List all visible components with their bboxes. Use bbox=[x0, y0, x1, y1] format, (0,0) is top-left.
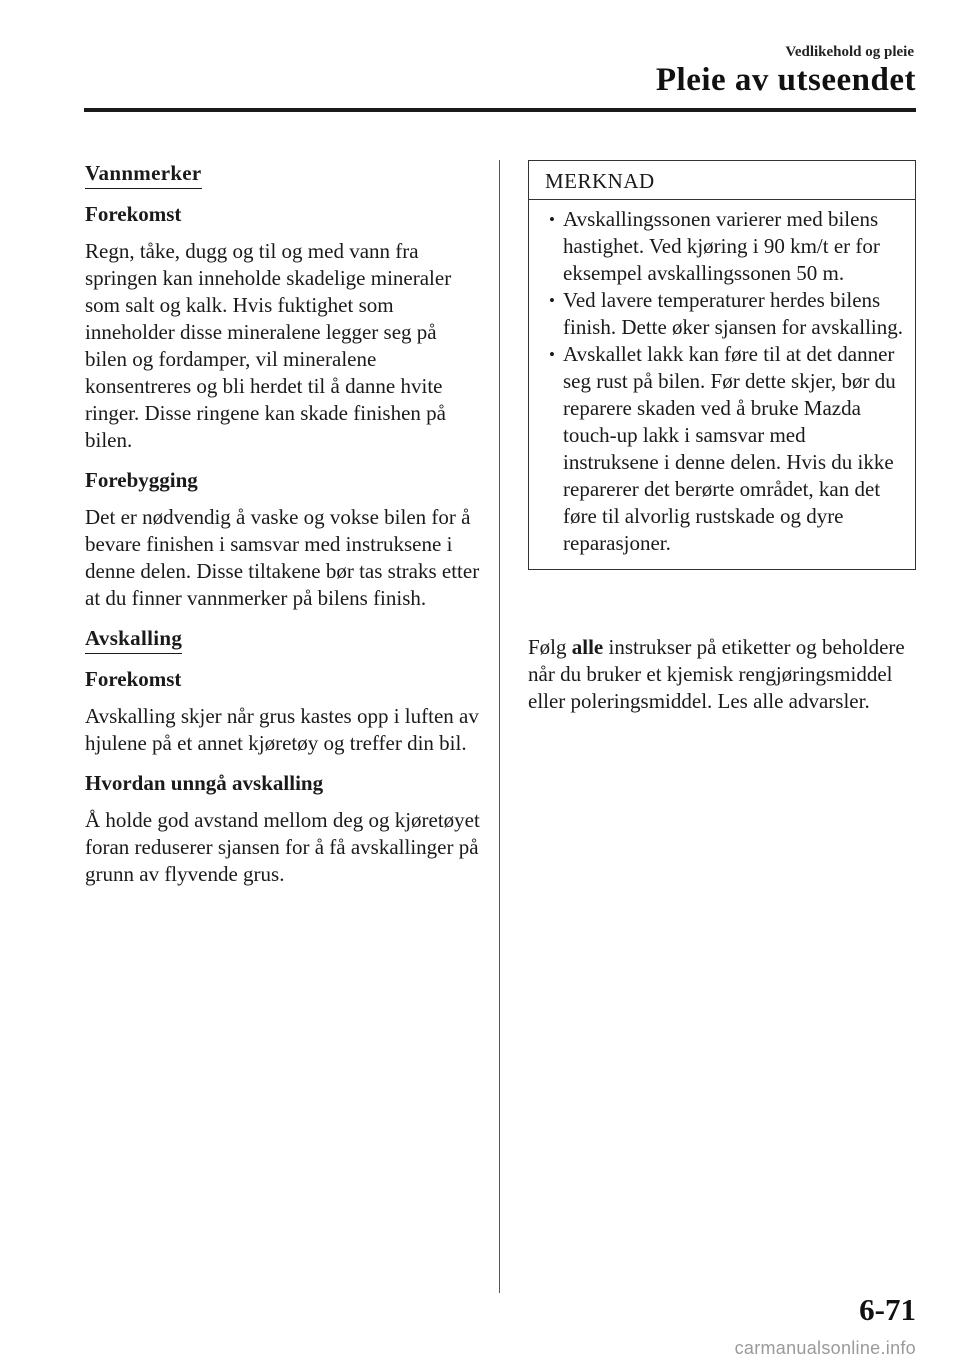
instruction-prefix: Følg bbox=[528, 635, 572, 659]
subheading-unnga-avskalling: Hvordan unngå avskalling bbox=[85, 771, 324, 795]
subheading-forekomst-1: Forekomst bbox=[85, 202, 182, 226]
page-number: 6-71 bbox=[859, 1292, 916, 1327]
paragraph-forebygging: Det er nødvendig å vaske og vokse bilen for å bevare finishen i samsvar med instruksene i denne delen. Disse tiltakene bør tas straks etter at du finner vannmerker på bilens finish. bbox=[85, 505, 480, 610]
paragraph-forekomst-1: Regn, tåke, dugg og til og med vann fra springen kan inneholde skadelige mineraler som salt og kalk. Hvis fuktighet som inneholder disse mineralene legger seg på bilen og fordamper, vil mineralene konsentreres og bli herdet til å danne hvite ringer. Disse ringene kan skade finishen på bilen. bbox=[85, 239, 452, 452]
subheading-forekomst-2: Forekomst bbox=[85, 667, 182, 691]
instruction-suffix: instrukser på etiketter og beholdere når du bruker et kjemisk rengjøringsmiddel eller poleringsmiddel. Les alle advarsler. bbox=[528, 635, 905, 713]
note-item-text: Avskallet lakk kan føre til at det danner seg rust på bilen. Før dette skjer, bør du reparere skaden ved å bruke Mazda touch-up lakk i samsvar med instruksene i denne delen. Hvis du ikke reparerer det berørte området, kan det føre til alvorlig rustskade og dyre reparasjoner. bbox=[563, 342, 896, 555]
bullet-icon: • bbox=[549, 291, 555, 310]
note-list bbox=[529, 200, 915, 569]
paragraph-forekomst-2: Avskalling skjer når grus kastes opp i luften av hjulene på et annet kjøretøy og treffer din bil. bbox=[85, 704, 479, 755]
bullet-icon: • bbox=[549, 210, 555, 229]
chemical-instruction bbox=[528, 634, 916, 715]
note-title: MERKNAD bbox=[529, 161, 915, 200]
instruction-emphasis: alle bbox=[571, 635, 604, 659]
right-column bbox=[528, 160, 916, 728]
chapter-subtitle: Vedlikehold og pleie bbox=[785, 44, 914, 60]
subheading-forebygging: Forebygging bbox=[85, 468, 198, 492]
note-item bbox=[549, 206, 905, 287]
bullet-icon: • bbox=[549, 345, 555, 364]
watermark: carmanualsonline.info bbox=[734, 1338, 916, 1358]
header-rule bbox=[84, 108, 916, 112]
left-column bbox=[85, 160, 481, 901]
column-divider bbox=[499, 160, 500, 1293]
note-item bbox=[549, 287, 905, 341]
heading-avskalling: Avskalling bbox=[85, 625, 182, 654]
note-item-text: Avskallingssonen varierer med bilens hastighet. Ved kjøring i 90 km/t er for eksempel avskallingssonen 50 m. bbox=[563, 207, 880, 285]
section-title: Pleie av utseendet bbox=[655, 62, 916, 98]
paragraph-unnga-avskalling: Å holde god avstand mellom deg og kjøretøyet foran reduserer sjansen for å få avskallinger på grunn av flyvende grus. bbox=[85, 808, 480, 886]
note-item bbox=[549, 341, 905, 557]
heading-vannmerker: Vannmerker bbox=[85, 160, 202, 189]
note-box bbox=[528, 160, 916, 570]
note-item-text: Ved lavere temperaturer herdes bilens finish. Dette øker sjansen for avskalling. bbox=[563, 288, 903, 339]
